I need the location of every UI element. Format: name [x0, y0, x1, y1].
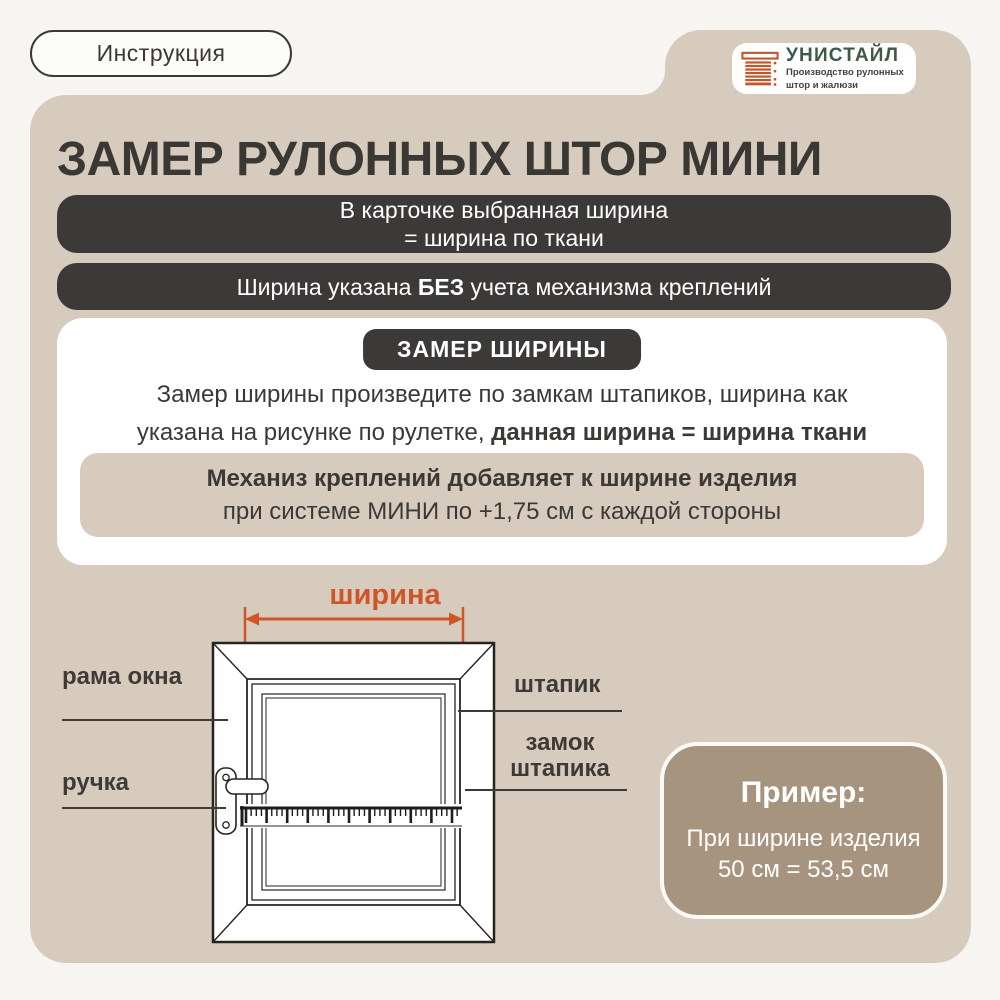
banner-card-width-line1: В карточке выбранная ширина [339, 197, 669, 223]
banner-card-width-line2: = ширина по ткани [404, 225, 604, 251]
banner-without-bold: БЕЗ [417, 273, 465, 300]
label-glazing-bead-line [458, 710, 622, 712]
page-title: ЗАМЕР РУЛОННЫХ ШТОР МИНИ [57, 133, 822, 186]
label-handle-line [62, 807, 226, 809]
label-bead-lock-line [465, 789, 627, 791]
example-line2: 50 см = 53,5 см [717, 856, 890, 883]
example-box [660, 742, 947, 919]
mechanism-note-line2: при системе МИНИ по +1,75 см с каждой стороны [222, 498, 782, 525]
measuring-tape [240, 804, 462, 828]
blinds-icon [741, 49, 779, 89]
body-line2-bold: данная ширина = ширина ткани [491, 419, 868, 446]
logo-text [786, 46, 904, 91]
logo-tagline-line2: штор и жалюзи [786, 80, 859, 91]
body-line2-prefix: указана на рисунке по рулетке, [136, 419, 492, 446]
label-bead-lock [479, 730, 641, 782]
width-measurement-card [57, 318, 947, 565]
logo-name: УНИСТАЙЛ [786, 45, 900, 66]
label-glazing-bead: штапик [514, 671, 601, 698]
banner-without-mechanism [57, 263, 951, 310]
body-line1: Замер ширины произведите по замкам штапиков, ширина как [156, 381, 848, 408]
brand-logo [732, 43, 916, 94]
label-window-frame: рама окна [62, 663, 182, 690]
dimension-label: ширина [329, 579, 441, 611]
label-bead-lock-line2: штапика [510, 755, 610, 782]
width-measurement-text [57, 376, 947, 452]
width-measurement-pill [363, 329, 641, 370]
logo-tagline-line1: Производство рулонных [786, 67, 904, 78]
instruction-badge [30, 30, 292, 77]
label-handle: ручка [62, 769, 129, 796]
example-title: Пример: [740, 776, 867, 809]
label-bead-lock-line1: замок [525, 729, 595, 756]
mechanism-note [80, 453, 924, 537]
instruction-badge-label: Инструкция [96, 40, 226, 66]
banner-without-suffix: учета механизма креплений [464, 273, 772, 300]
banner-without-prefix: Ширина указана [236, 273, 418, 300]
banner-card-width [57, 195, 951, 253]
window-diagram [190, 635, 510, 950]
example-line1: При ширине изделия [686, 825, 921, 852]
label-window-frame-line [62, 719, 228, 721]
mechanism-note-line1: Механиз креплений добавляет к ширине изделия [206, 465, 798, 492]
width-measurement-pill-label: ЗАМЕР ШИРИНЫ [397, 336, 607, 362]
